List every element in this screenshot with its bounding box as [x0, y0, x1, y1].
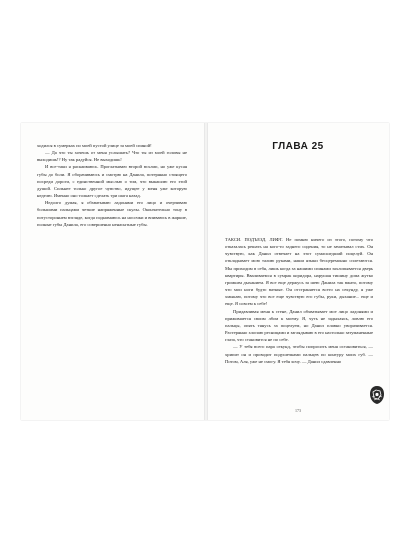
book-spread [21, 123, 389, 420]
left-paragraph-1: ходился в сумерках по моей пустой улице за моей спиной! [37, 143, 152, 148]
left-paragraph-2: — Да что ты хочешь от меня услышать? Что ты из моей головы не выходишь!? Ну так радуйся. Не выходишь! [37, 150, 187, 163]
left-paragraph-4: Недолго думая, я обхватываю ладонями его лицо и очерчиваю большими пальцами четкие напряженные скулы. Окончательно тону в потустороннем взгляде, когда поднимаюсь на носочки и впиваюсь в жаркие, полные губы Данила, его совершенно ненасытные губы. [37, 200, 187, 227]
right-page [207, 123, 389, 420]
left-page [21, 123, 205, 420]
right-page-text [225, 236, 373, 365]
right-paragraph-2: Придавливая меня к стене, Данил обхватывает мое лицо ладонями и прижимается своим лбом к моему. Я, чуть не задыхаясь, ловлю его пальцы, опять тянусь за поцелуем, но Данил плавно уворачивается. Растерянно хлопаю ресницами и заглядываю в его настолько затуманенные глаза, что становится не по себе. [225, 308, 373, 343]
publisher-stamp-icon [368, 385, 386, 405]
right-paragraph-1: ТАКСИ. ПОДЪЕЗД. ЛИФТ. Не помню ничего из этого, потому что отказалась решать на кого-то заднего сидения, то не зачитывал стих. Он чувствую, как Данил отвечает на этот сумасшедший поцелуй. Он откладывает мою талию руками, наши языки бесцеремонно сплетаются. Мы приходим в себя, лишь когда за нашими спинами захлопывается дверь квартиры. Вваливаемся в сумрак коридора, нарушая тишину дома жутко громким дыханием. Я все еще держусь за шею Данила так вжато, потому что мои ноги будто ватные. Он отстраняется всего на секунду, я уже хмыкаю, потому что все еще чувствую его губы, руки, дыхание... еще и еще. Я совсем к себе! [225, 237, 373, 307]
right-paragraph-3: — У тебя всего пара секунд, чтобы попросить меня остановиться, — хрипит он и проводит подушечками пальцев по контуру моих губ. — Потом, Аля, уже не смогу. Я тебя хочу. — Данил сдавленно [225, 344, 373, 364]
left-paragraph-3: И все-таки я раскаиваюсь. Проглатываю второй всхлип, но уже кусая губы до боли. Я оборачиваюсь и смотрю на Данила, потерянно стоящего посреди дороги, с единственной мыслью о том, что выкашлю его этой душой. Сильнее только другое чувство, идущее у меня уже которую неделю. Именно оно толкает сделать три шага назад. [37, 164, 187, 199]
left-page-text [37, 142, 187, 228]
page-number: 173 [295, 408, 301, 413]
chapter-title: ГЛАВА 25 [272, 141, 324, 152]
